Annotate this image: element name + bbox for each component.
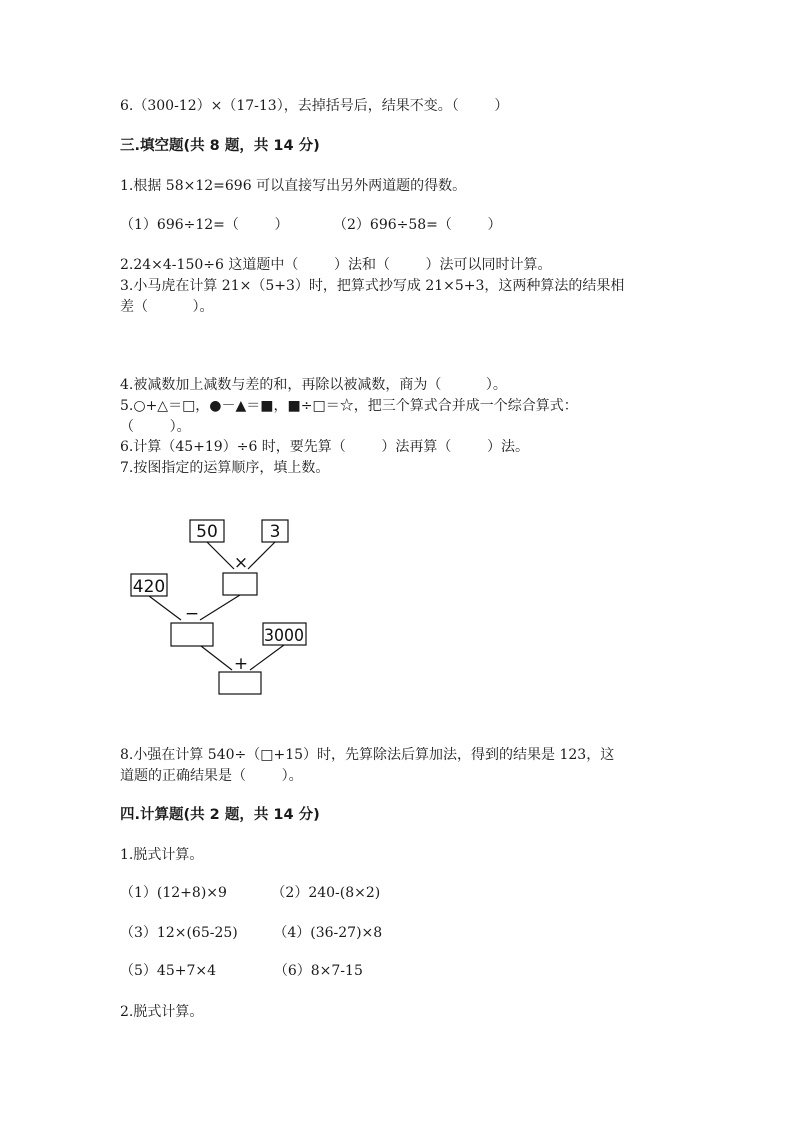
calc-q1-row3: （5）45+7×4 （6）8×7-15	[120, 963, 363, 979]
calc-q1-row1: （1）(12+8)×9 （2）240-(8×2)	[120, 885, 381, 901]
number-50: 50	[196, 522, 218, 542]
fill-q3-line2: 差（ ）。	[120, 299, 214, 315]
fill-q8-line2: 道题的正确结果是（ ）。	[120, 768, 303, 784]
calc-q1-row2: （3）12×(65-25) （4）(36-27)×8	[120, 925, 383, 941]
multiply-sign: ×	[233, 553, 249, 573]
box-difference[interactable]	[171, 623, 213, 646]
question-6-judge: 6.（300-12）×（17-13），去掉括号后，结果不变。（ ）	[120, 98, 509, 114]
fill-q8-line1: 8.小强在计算 540÷（□+15）时，先算除法后算加法，得到的结果是 123，这	[120, 747, 615, 763]
calc-q1: 1.脱式计算。	[120, 847, 204, 863]
minus-sign: −	[184, 604, 200, 624]
number-420: 420	[132, 577, 166, 597]
fill-q5-line2: （ ）。	[120, 419, 191, 435]
fill-q2: 2.24×4-150÷6 这道题中（ ）法和（ ）法可以同时计算。	[120, 257, 552, 273]
section-3-heading: 三.填空题(共 8 题，共 14 分)	[120, 138, 320, 154]
fill-q3-line1: 3.小马虎在计算 21×（5+3）时，把算式抄写成 21×5+3，这两种算法的结果相	[120, 278, 625, 294]
fill-q1-parts: （1）696÷12=（ ） （2）696÷58=（ ）	[120, 217, 502, 233]
number-3: 3	[269, 522, 281, 542]
box-sum[interactable]	[219, 672, 261, 694]
box-product[interactable]	[223, 573, 257, 595]
number-3000: 3000	[264, 626, 304, 646]
operation-order-diagram	[128, 516, 318, 698]
calc-q2: 2.脱式计算。	[120, 1004, 204, 1020]
section-4-heading: 四.计算题(共 2 题，共 14 分)	[120, 807, 320, 823]
fill-q6: 6.计算（45+19）÷6 时，要先算（ ）法再算（ ）法。	[120, 439, 530, 455]
fill-q1: 1.根据 58×12=696 可以直接写出另外两道题的得数。	[120, 178, 467, 194]
fill-q4: 4.被减数加上减数与差的和，再除以被减数，商为（ ）。	[120, 377, 507, 393]
fill-q5-line1: 5.○+△＝□，●－▲＝■，■÷□＝☆，把三个算式合并成一个综合算式：	[120, 398, 578, 414]
plus-sign: +	[233, 654, 249, 674]
fill-q7: 7.按图指定的运算顺序，填上数。	[120, 460, 330, 476]
